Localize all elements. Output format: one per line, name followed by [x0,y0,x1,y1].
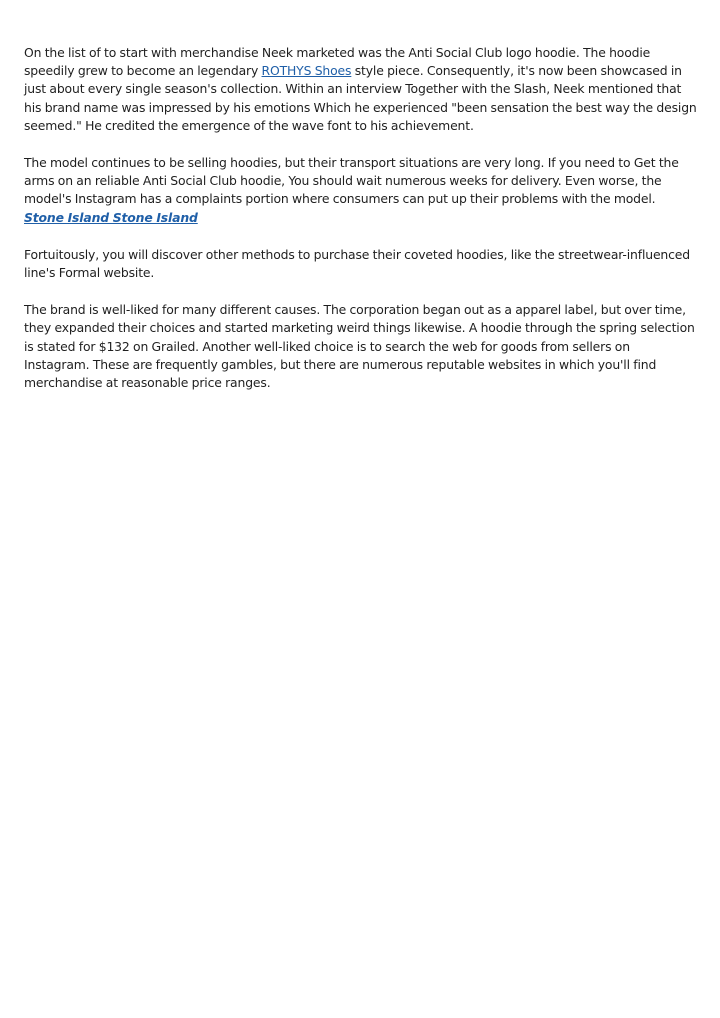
paragraph-3: Fortuitously, you will discover other methods to purchase their coveted hoodies, like the streetwear-influenced line's Formal website. [24,246,690,281]
paragraph-2 [24,154,698,227]
paragraph-1 [24,44,698,135]
rothys-shoes-link[interactable]: ROTHYS Shoes [261,63,352,79]
stone-island-link[interactable]: Stone Island Stone Island [24,209,198,225]
paragraph-1-text-after: style piece. Consequently, it's now been showcased in just about every single season's collection. Within an interview Together with the Slash, Neek mentioned that his brand name was impressed by his emotions Which he experienced "been sensation the best way the design seemed." He credited the emergence of the wave font to his achievement. [24,63,697,133]
paragraph-4: The brand is well-liked for many different causes. The corporation began out as a apparel label, but over time, they expanded their choices and started marketing weird things likewise. A hoodie through the spring selection is stated for $132 on Grailed. Another well-liked choice is to search the web for goods from sellers on Instagram. These are frequently gambles, but there are numerous reputable websites in which you'll find merchandise at reasonable price ranges. [24,302,695,391]
article-body [24,44,698,411]
paragraph-1-text-before: On the list of to start with merchandise Neek marketed was the Anti Social Club logo hoodie. The hoodie speedily grew to become an legendary [24,45,651,79]
paragraph-2-text: The model continues to be selling hoodies, but their transport situations are very long. If you need to Get the arms on an reliable Anti Social Club hoodie, You should wait numerous weeks for delivery. Even worse, the model's Instagram has a complaints portion where consumers can put up their problems with the model. [24,155,679,207]
